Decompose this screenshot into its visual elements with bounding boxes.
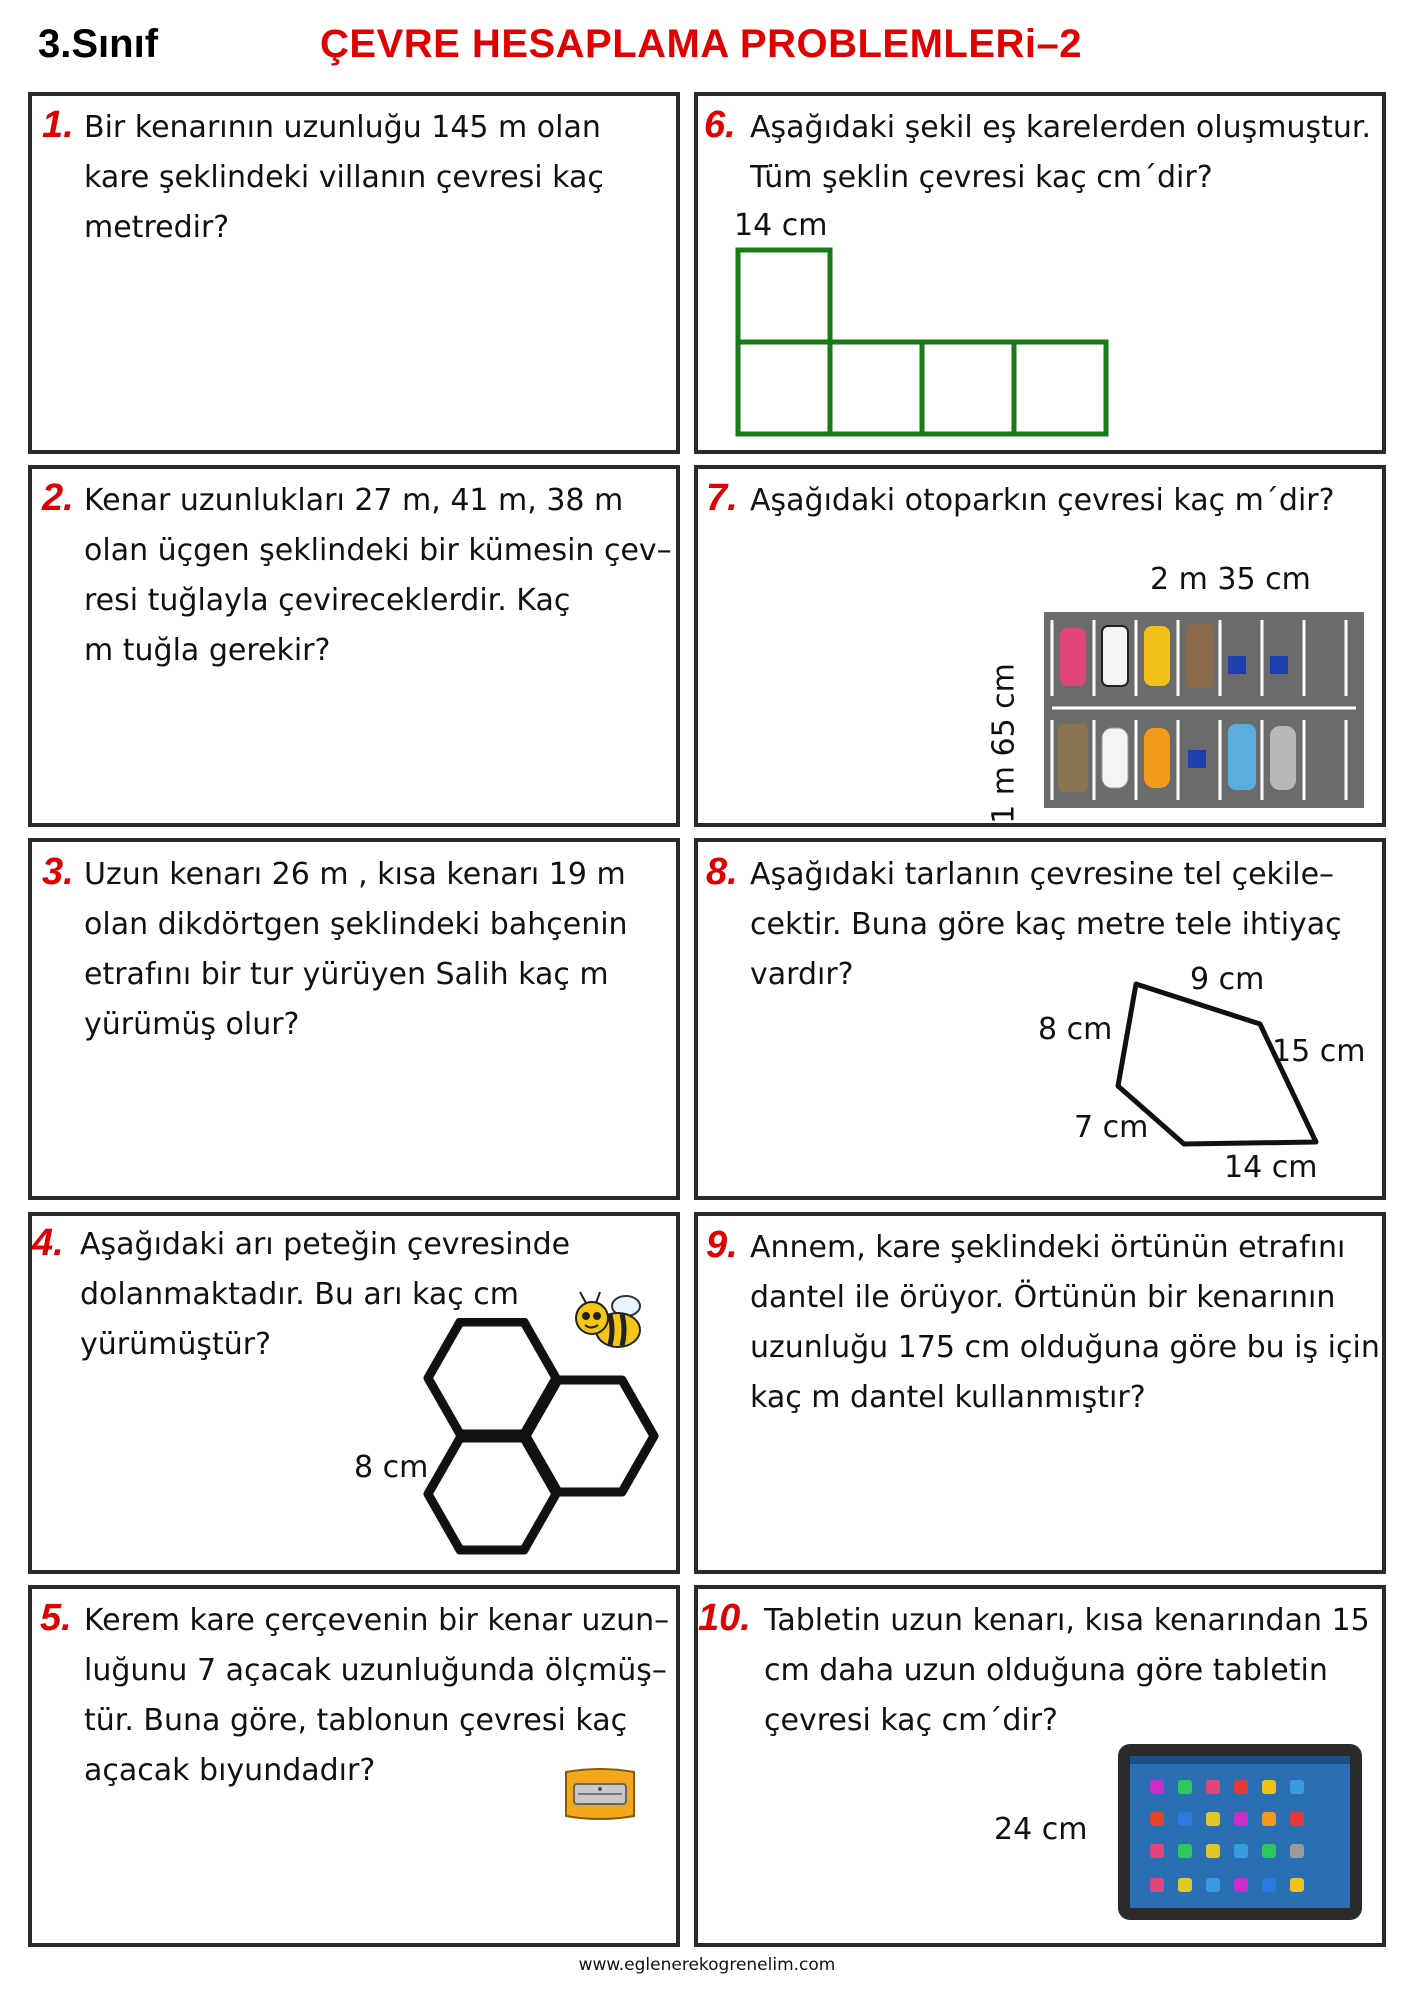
bee-icon [570,1282,650,1362]
field-side-label-14: 14 cm [1224,1150,1318,1185]
field-side-label-9: 9 cm [1190,962,1265,997]
question-number-8: 8. [706,851,738,893]
field-side-label-15: 15 cm [1272,1034,1366,1069]
sharpener-icon [560,1764,640,1824]
squares-figure [734,246,1114,446]
parking-lot-image [1044,612,1364,808]
question-number-2: 2. [42,477,74,519]
tablet-side-label: 24 cm [994,1812,1088,1847]
question-text-9: Annem, kare şeklindeki örtünün etrafını dantel ile örüyor. Örtünün bir kenarının uzunluğu 175 cm olduğuna göre bu iş için kaç m dantel kullanmıştır? [750,1230,1380,1415]
field-side-label-8: 8 cm [1038,1012,1113,1047]
parking-height-label: 1 m 65 cm [986,663,1022,824]
question-number-10: 10. [698,1597,751,1639]
page-title: ÇEVRE HESAPLAMA PROBLEMLERi–2 [320,22,1082,66]
question-text-10: Tabletin uzun kenarı, kısa kenarından 15 cm daha uzun olduğuna göre tabletin çevresi kaç cm´dir? [764,1603,1370,1738]
question-number-5: 5. [40,1597,72,1639]
question-text-8: Aşağıdaki tarlanın çevresine tel çekile– cektir. Buna göre kaç metre tele ihtiyaç vardır? [750,857,1342,992]
question-text-2: Kenar uzunlukları 27 m, 41 m, 38 m olan üçgen şeklindeki bir kümesin çev– resi tuğlayla çevireceklerdir. Kaç m tuğla gerekir? [84,483,672,668]
question-number-9: 9. [706,1224,738,1266]
parking-width-label: 2 m 35 cm [1150,562,1311,597]
square-side-label: 14 cm [734,208,828,243]
question-number-1: 1. [42,104,74,146]
question-number-7: 7. [706,477,738,519]
footer-url[interactable]: www.eglenerekogrenelim.com [578,1955,836,1975]
question-text-1: Bir kenarının uzunluğu 145 m olan kare şeklindeki villanın çevresi kaç metredir? [84,110,604,245]
question-text-4: Aşağıdaki arı peteğin çevresinde dolanmaktadır. Bu arı kaç cm yürümüştür? [80,1227,571,1362]
field-side-label-7: 7 cm [1074,1110,1149,1145]
question-number-6: 6. [704,104,736,146]
question-number-3: 3. [42,851,74,893]
honeycomb-side-label: 8 cm [354,1450,429,1485]
grade-label: 3.Sınıf [38,22,159,66]
question-text-6: Aşağıdaki şekil eş karelerden oluşmuştur. Tüm şeklin çevresi kaç cm´dir? [750,110,1371,195]
question-text-7: Aşağıdaki otoparkın çevresi kaç m´dir? [750,483,1335,518]
question-text-3: Uzun kenarı 26 m , kısa kenarı 19 m olan dikdörtgen şeklindeki bahçenin etrafını bir tur yürüyen Salih kaç m yürümüş olur? [84,857,628,1042]
question-number-4: 4. [32,1222,64,1264]
question-text-5: Kerem kare çerçevenin bir kenar uzun– luğunu 7 açacak uzunluğunda ölçmüş– tür. Buna göre, tablonun çevresi kaç açacak bıyundadır? [84,1603,670,1788]
tablet-icon [1116,1742,1364,1922]
